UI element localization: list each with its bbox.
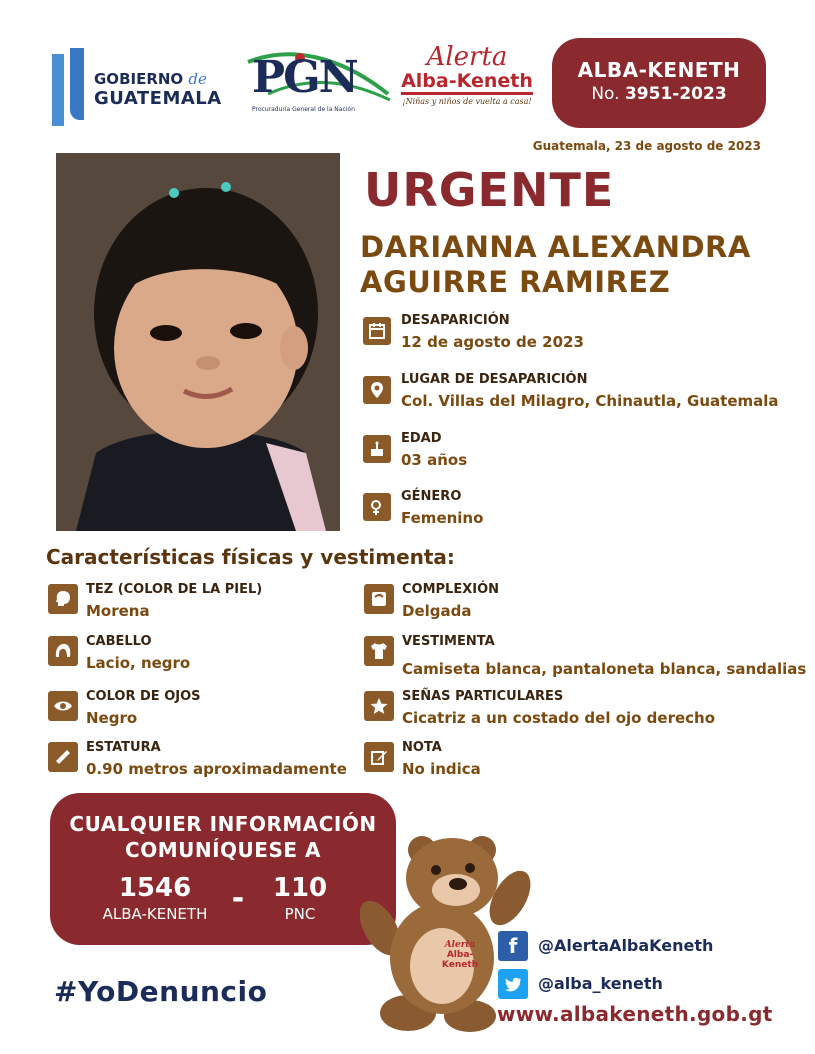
case-number-value: 3951-2023 xyxy=(624,84,727,104)
alba-keneth-phone-number[interactable]: 1546 xyxy=(118,873,192,903)
bear-badge xyxy=(430,940,490,970)
hair-icon xyxy=(48,636,78,666)
feature-value: Lacio, negro xyxy=(86,654,191,672)
name-line2: AGUIRRE RAMIREZ xyxy=(360,265,671,299)
gobierno-guatemala-logo xyxy=(52,48,242,128)
publication-date: Guatemala, 23 de agosto de 2023 xyxy=(532,139,761,153)
note-edit-icon xyxy=(364,742,394,772)
facebook-icon: f xyxy=(498,931,528,961)
logo-bar xyxy=(70,48,84,120)
feature-label: SEÑAS PARTICULARES xyxy=(402,689,564,704)
feature-value: Delgada xyxy=(402,602,472,620)
star-icon xyxy=(364,691,394,721)
feature-value: Camiseta blanca, pantaloneta blanca, sandalias xyxy=(402,660,807,678)
location-pin-icon xyxy=(363,376,391,404)
feature-label: TEZ (COLOR DE LA PIEL) xyxy=(86,582,263,597)
head-profile-icon xyxy=(48,584,78,614)
urgent-heading: URGENTE xyxy=(364,163,615,217)
info-label: LUGAR DE DESAPARICIÓN xyxy=(401,372,588,387)
contact-heading-line1: CUALQUIER INFORMACIÓN xyxy=(69,812,377,836)
alerta-logo-line2: Alba-Keneth xyxy=(401,70,533,95)
info-value: Femenino xyxy=(401,509,484,527)
feature-label: CABELLO xyxy=(86,634,152,649)
bear-badge-line1: Alerta xyxy=(444,940,476,950)
pnc-phone-number[interactable]: 110 xyxy=(272,873,328,903)
alerta-logo-line1: Alerta xyxy=(426,42,508,72)
feature-label: VESTIMENTA xyxy=(402,634,495,649)
name-line1: DARIANNA ALEXANDRA xyxy=(360,230,751,264)
feature-value: Negro xyxy=(86,709,138,727)
case-number xyxy=(552,84,766,104)
phone-separator: - xyxy=(231,881,245,916)
info-value: Col. Villas del Milagro, Chinautla, Guatemala xyxy=(401,392,779,410)
missing-person-name xyxy=(360,230,751,300)
feature-label: COLOR DE OJOS xyxy=(86,689,201,704)
eye-icon xyxy=(48,691,78,721)
twitter-icon xyxy=(498,969,528,999)
alerta-alba-keneth-logo xyxy=(397,44,537,124)
feature-clothing xyxy=(364,634,807,678)
gov-logo-line1 xyxy=(94,70,207,88)
pnc-phone-label: PNC xyxy=(284,905,316,923)
facebook-handle[interactable]: @AlertaAlbaKeneth xyxy=(538,936,714,955)
info-value: 03 años xyxy=(401,451,468,469)
birthday-cake-icon xyxy=(363,435,391,463)
scale-icon xyxy=(364,584,394,614)
ruler-icon xyxy=(48,742,78,772)
pgn-text: PGN xyxy=(252,52,357,103)
gov-logo-de: de xyxy=(188,70,207,88)
bear-badge-line2: Alba-Keneth xyxy=(441,950,479,970)
feature-eye-color xyxy=(48,689,408,733)
tshirt-icon xyxy=(364,636,394,666)
feature-value: Morena xyxy=(86,602,150,620)
info-label: EDAD xyxy=(401,431,442,446)
pgn-subtitle: Procuraduría General de la Nación xyxy=(252,106,355,113)
gender-icon xyxy=(363,493,391,521)
alerta-logo-slogan: ¡Niñas y niños de vuelta a casa! xyxy=(402,97,532,106)
feature-note xyxy=(364,740,804,784)
feature-label: ESTATURA xyxy=(86,740,161,755)
twitter-handle[interactable]: @alba_keneth xyxy=(538,974,663,993)
case-number-badge xyxy=(552,38,766,128)
info-label: GÉNERO xyxy=(401,489,462,504)
calendar-icon xyxy=(363,317,391,345)
contact-info-box xyxy=(50,793,396,945)
case-number-label: No. xyxy=(591,84,620,104)
contact-heading-line2: COMUNÍQUESE A xyxy=(125,838,321,862)
feature-height xyxy=(48,740,408,784)
alba-keneth-phone-label: ALBA-KENETH xyxy=(102,905,208,923)
child-portrait-illustration xyxy=(56,153,340,531)
feature-label: COMPLEXIÓN xyxy=(402,582,500,597)
feature-value: No indica xyxy=(402,760,481,778)
feature-hair xyxy=(48,634,408,678)
info-label: DESAPARICIÓN xyxy=(401,313,510,328)
logo-bar xyxy=(52,54,64,126)
feature-distinguishing-marks xyxy=(364,689,804,733)
gov-logo-word: GOBIERNO xyxy=(94,70,184,88)
gov-logo-line2: GUATEMALA xyxy=(94,88,222,109)
feature-skin-tone xyxy=(48,582,408,626)
features-title: Características físicas y vestimenta: xyxy=(46,545,455,569)
info-value: 12 de agosto de 2023 xyxy=(401,333,584,351)
website-link[interactable]: www.albakeneth.gob.gt xyxy=(497,1002,773,1026)
feature-value: 0.90 metros aproximadamente xyxy=(86,760,347,778)
hashtag: #YoDenuncio xyxy=(54,975,268,1008)
pgn-logo xyxy=(238,46,398,118)
missing-child-photo xyxy=(56,153,340,531)
feature-value: Cicatriz a un costado del ojo derecho xyxy=(402,709,716,727)
feature-build xyxy=(364,582,804,626)
feature-label: NOTA xyxy=(402,740,442,755)
case-title: ALBA-KENETH xyxy=(577,58,741,82)
